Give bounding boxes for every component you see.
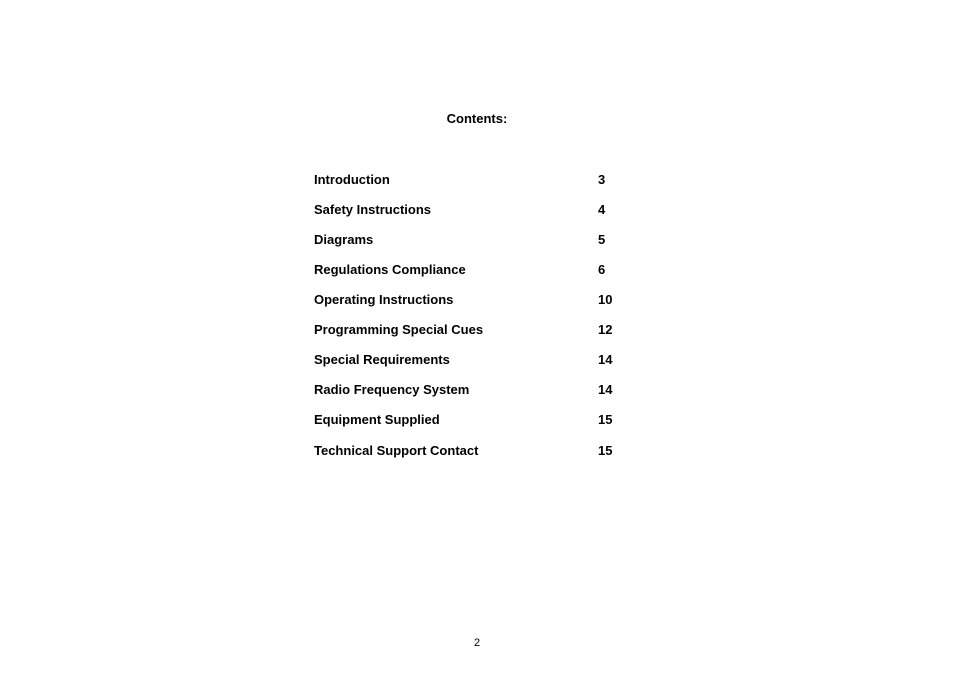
toc-entry-programming-special-cues — [314, 321, 654, 351]
toc-entry-page: 15 — [598, 412, 613, 427]
toc-entry-equipment-supplied — [314, 411, 654, 441]
toc-entry-regulations-compliance — [314, 261, 654, 291]
table-of-contents — [314, 171, 654, 473]
toc-entry-title: Safety Instructions — [314, 202, 432, 217]
toc-entry-radio-frequency-system — [314, 381, 654, 411]
toc-entry-introduction — [314, 171, 654, 201]
toc-entry-title: Programming Special Cues — [314, 322, 484, 337]
toc-entry-title: Radio Frequency System — [314, 382, 470, 397]
toc-entry-title: Special Requirements — [314, 352, 450, 367]
toc-entry-page: 10 — [598, 292, 613, 307]
toc-entry-title: Technical Support Contact — [314, 443, 479, 458]
toc-entry-page: 6 — [598, 262, 606, 277]
page-number: 2 — [473, 637, 481, 649]
toc-entry-operating-instructions — [314, 291, 654, 321]
toc-entry-technical-support-contact — [314, 441, 654, 473]
toc-entry-safety-instructions — [314, 201, 654, 231]
toc-entry-title: Operating Instructions — [314, 292, 454, 307]
toc-entry-title: Equipment Supplied — [314, 412, 440, 427]
toc-entry-title: Diagrams — [314, 232, 374, 247]
toc-entry-page: 4 — [598, 202, 606, 217]
toc-entry-page: 14 — [598, 382, 613, 397]
toc-entry-special-requirements — [314, 351, 654, 381]
toc-entry-page: 12 — [598, 322, 613, 337]
toc-entry-diagrams — [314, 231, 654, 261]
toc-entry-page: 3 — [598, 172, 606, 187]
contents-heading: Contents: — [446, 111, 508, 126]
toc-entry-title: Introduction — [314, 172, 390, 187]
toc-entry-title: Regulations Compliance — [314, 262, 466, 277]
toc-entry-page: 5 — [598, 232, 606, 247]
toc-entry-page: 14 — [598, 352, 613, 367]
toc-entry-page: 15 — [598, 443, 613, 458]
